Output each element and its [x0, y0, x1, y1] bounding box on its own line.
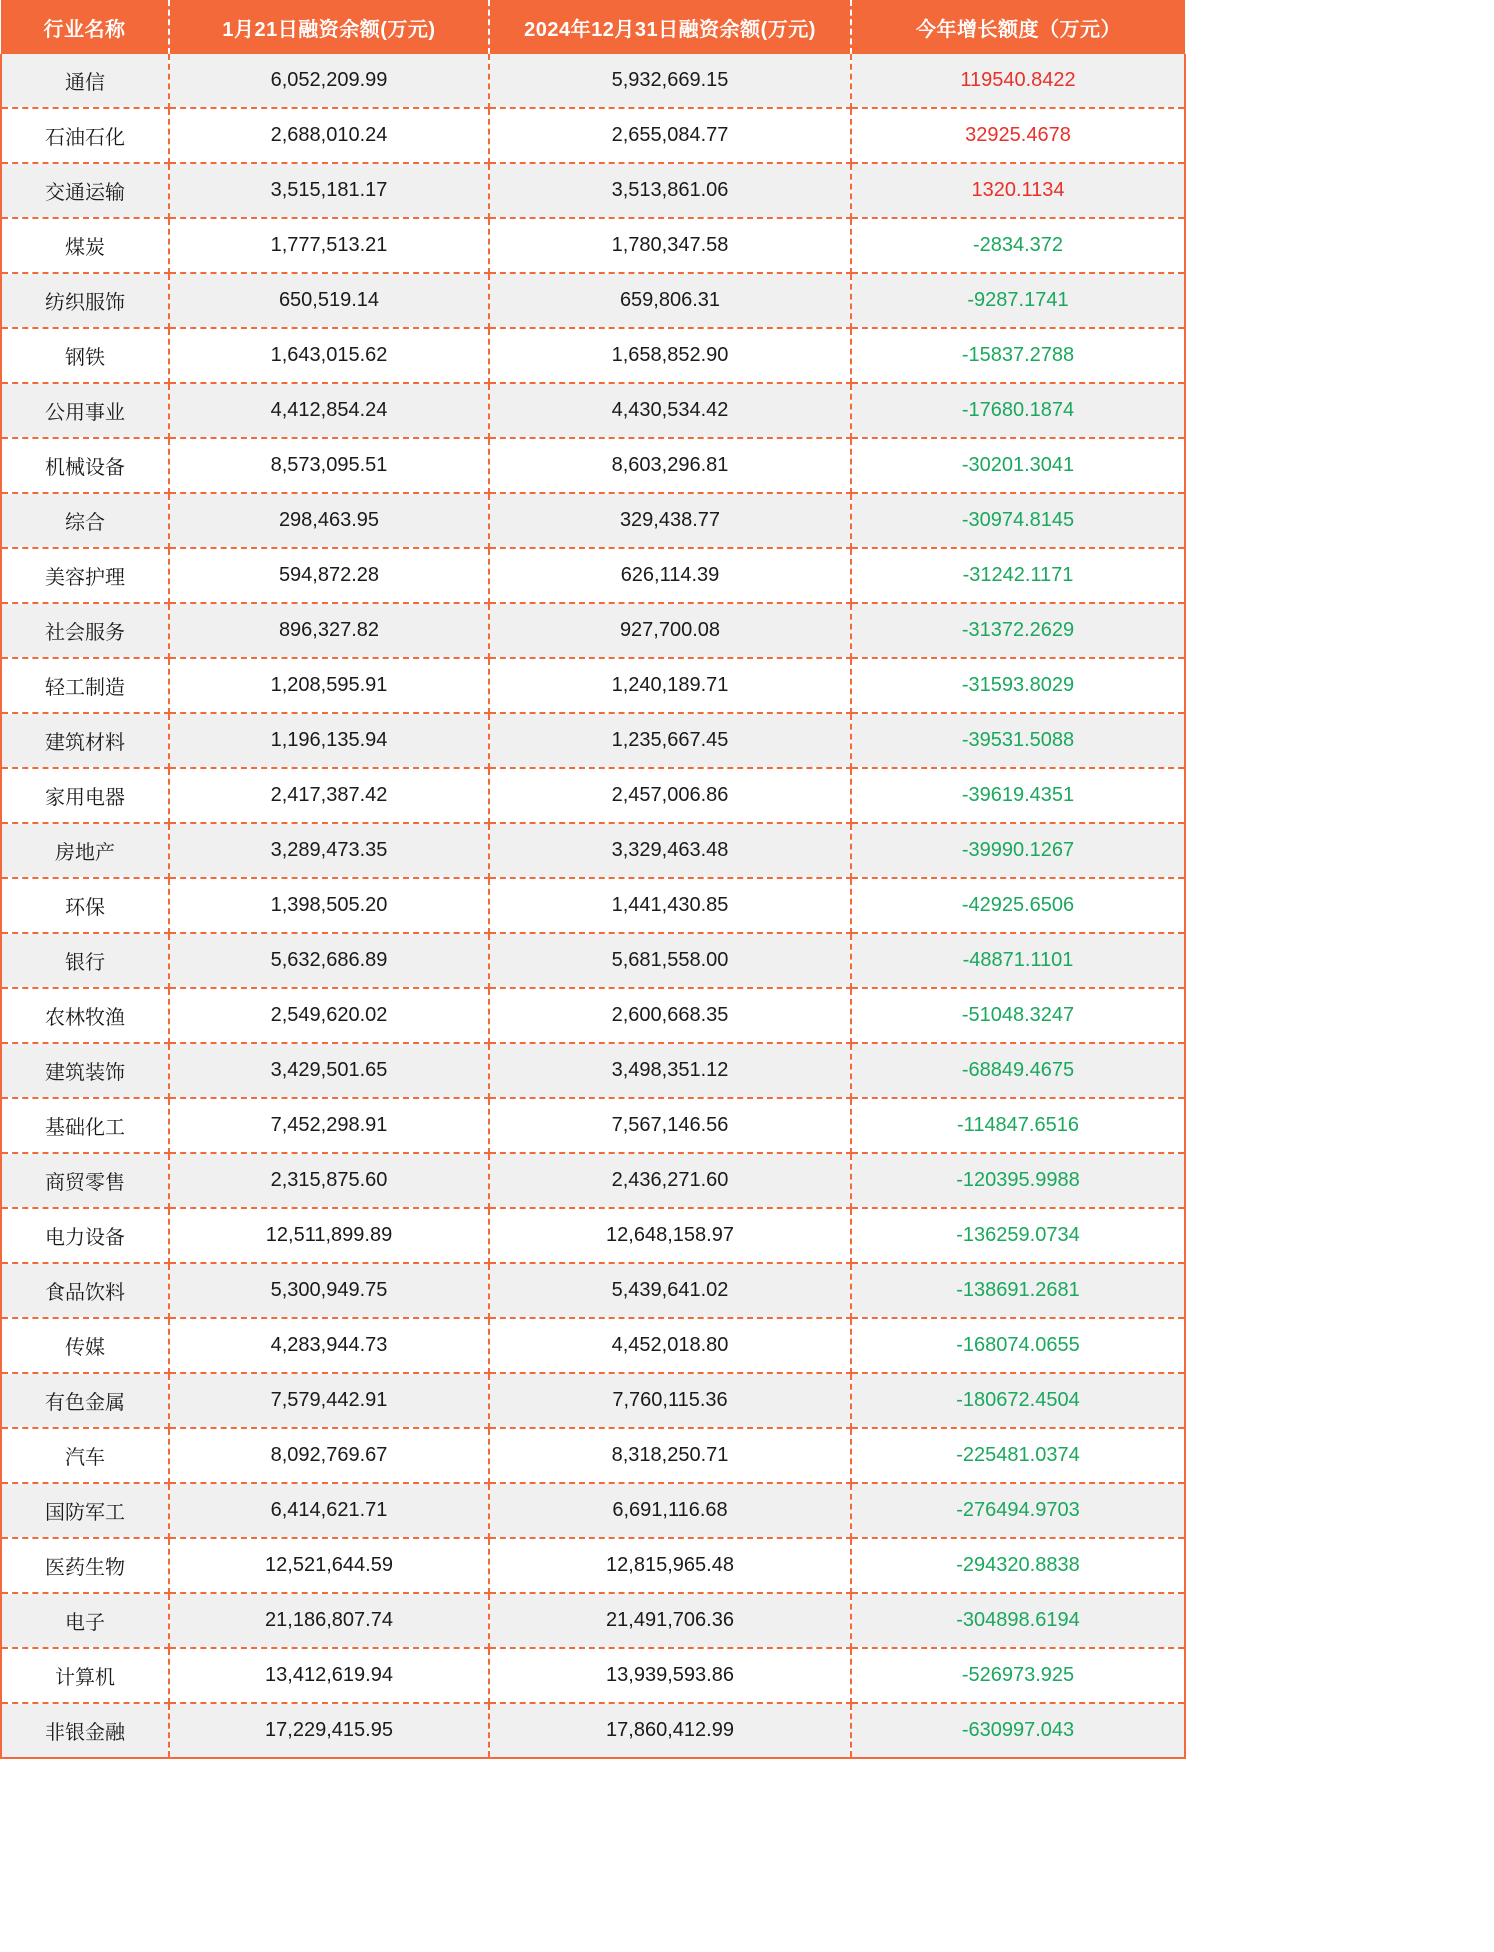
cell-growth-amount: -15837.2788	[851, 328, 1185, 383]
cell-dec31-balance: 17,860,412.99	[489, 1703, 851, 1758]
table-row	[1, 1208, 1185, 1263]
cell-industry-name: 建筑装饰	[1, 1043, 169, 1098]
cell-growth-amount: -168074.0655	[851, 1318, 1185, 1373]
cell-growth-amount: -630997.043	[851, 1703, 1185, 1758]
cell-jan21-balance: 12,521,644.59	[169, 1538, 489, 1593]
cell-industry-name: 传媒	[1, 1318, 169, 1373]
cell-industry-name: 石油石化	[1, 108, 169, 163]
cell-growth-amount: -276494.9703	[851, 1483, 1185, 1538]
cell-growth-amount: -30974.8145	[851, 493, 1185, 548]
cell-jan21-balance: 6,414,621.71	[169, 1483, 489, 1538]
cell-jan21-balance: 594,872.28	[169, 548, 489, 603]
cell-dec31-balance: 1,240,189.71	[489, 658, 851, 713]
cell-dec31-balance: 12,648,158.97	[489, 1208, 851, 1263]
cell-growth-amount: -30201.3041	[851, 438, 1185, 493]
table-row	[1, 218, 1185, 273]
cell-industry-name: 综合	[1, 493, 169, 548]
cell-dec31-balance: 659,806.31	[489, 273, 851, 328]
cell-jan21-balance: 17,229,415.95	[169, 1703, 489, 1758]
cell-growth-amount: -304898.6194	[851, 1593, 1185, 1648]
table-row	[1, 383, 1185, 438]
cell-jan21-balance: 1,196,135.94	[169, 713, 489, 768]
cell-dec31-balance: 8,318,250.71	[489, 1428, 851, 1483]
table-row	[1, 1098, 1185, 1153]
cell-jan21-balance: 8,573,095.51	[169, 438, 489, 493]
table-row	[1, 493, 1185, 548]
cell-growth-amount: -180672.4504	[851, 1373, 1185, 1428]
cell-growth-amount: -31242.1171	[851, 548, 1185, 603]
cell-industry-name: 汽车	[1, 1428, 169, 1483]
table-row	[1, 1318, 1185, 1373]
cell-dec31-balance: 8,603,296.81	[489, 438, 851, 493]
column-header-growth: 今年增长额度（万元）	[851, 0, 1185, 54]
cell-jan21-balance: 650,519.14	[169, 273, 489, 328]
cell-dec31-balance: 626,114.39	[489, 548, 851, 603]
cell-dec31-balance: 4,430,534.42	[489, 383, 851, 438]
cell-growth-amount: 1320.1134	[851, 163, 1185, 218]
cell-industry-name: 建筑材料	[1, 713, 169, 768]
cell-jan21-balance: 2,315,875.60	[169, 1153, 489, 1208]
cell-dec31-balance: 3,329,463.48	[489, 823, 851, 878]
cell-industry-name: 纺织服饰	[1, 273, 169, 328]
cell-dec31-balance: 7,760,115.36	[489, 1373, 851, 1428]
cell-jan21-balance: 13,412,619.94	[169, 1648, 489, 1703]
cell-jan21-balance: 3,289,473.35	[169, 823, 489, 878]
cell-industry-name: 农林牧渔	[1, 988, 169, 1043]
cell-growth-amount: -114847.6516	[851, 1098, 1185, 1153]
cell-jan21-balance: 896,327.82	[169, 603, 489, 658]
cell-industry-name: 电力设备	[1, 1208, 169, 1263]
table-row	[1, 1538, 1185, 1593]
table-row	[1, 1593, 1185, 1648]
cell-jan21-balance: 298,463.95	[169, 493, 489, 548]
column-header-industry: 行业名称	[1, 0, 169, 54]
table-row	[1, 328, 1185, 383]
cell-growth-amount: -2834.372	[851, 218, 1185, 273]
table-row	[1, 438, 1185, 493]
cell-jan21-balance: 3,429,501.65	[169, 1043, 489, 1098]
cell-industry-name: 家用电器	[1, 768, 169, 823]
cell-industry-name: 美容护理	[1, 548, 169, 603]
table-body	[1, 54, 1185, 1758]
cell-growth-amount: -51048.3247	[851, 988, 1185, 1043]
table-row	[1, 713, 1185, 768]
cell-industry-name: 有色金属	[1, 1373, 169, 1428]
cell-dec31-balance: 5,681,558.00	[489, 933, 851, 988]
cell-industry-name: 食品饮料	[1, 1263, 169, 1318]
cell-industry-name: 交通运输	[1, 163, 169, 218]
table-header-row	[1, 0, 1185, 54]
cell-jan21-balance: 2,549,620.02	[169, 988, 489, 1043]
cell-growth-amount: -39990.1267	[851, 823, 1185, 878]
cell-jan21-balance: 1,398,505.20	[169, 878, 489, 933]
table-row	[1, 603, 1185, 658]
cell-jan21-balance: 12,511,899.89	[169, 1208, 489, 1263]
cell-dec31-balance: 2,436,271.60	[489, 1153, 851, 1208]
cell-dec31-balance: 1,658,852.90	[489, 328, 851, 383]
table-row	[1, 548, 1185, 603]
cell-dec31-balance: 3,513,861.06	[489, 163, 851, 218]
table-row	[1, 933, 1185, 988]
cell-growth-amount: -39619.4351	[851, 768, 1185, 823]
cell-industry-name: 基础化工	[1, 1098, 169, 1153]
column-header-dec31-balance: 2024年12月31日融资余额(万元)	[489, 0, 851, 54]
cell-jan21-balance: 7,579,442.91	[169, 1373, 489, 1428]
cell-industry-name: 通信	[1, 54, 169, 108]
table-row	[1, 1648, 1185, 1703]
cell-jan21-balance: 5,632,686.89	[169, 933, 489, 988]
cell-dec31-balance: 4,452,018.80	[489, 1318, 851, 1373]
cell-dec31-balance: 1,235,667.45	[489, 713, 851, 768]
cell-growth-amount: -294320.8838	[851, 1538, 1185, 1593]
cell-industry-name: 煤炭	[1, 218, 169, 273]
cell-growth-amount: -17680.1874	[851, 383, 1185, 438]
cell-growth-amount: -68849.4675	[851, 1043, 1185, 1098]
cell-growth-amount: -120395.9988	[851, 1153, 1185, 1208]
cell-growth-amount: -138691.2681	[851, 1263, 1185, 1318]
cell-industry-name: 医药生物	[1, 1538, 169, 1593]
cell-dec31-balance: 6,691,116.68	[489, 1483, 851, 1538]
cell-jan21-balance: 6,052,209.99	[169, 54, 489, 108]
table-row	[1, 1263, 1185, 1318]
cell-industry-name: 环保	[1, 878, 169, 933]
cell-jan21-balance: 2,688,010.24	[169, 108, 489, 163]
cell-jan21-balance: 1,208,595.91	[169, 658, 489, 713]
cell-growth-amount: -136259.0734	[851, 1208, 1185, 1263]
table-row	[1, 1428, 1185, 1483]
cell-industry-name: 机械设备	[1, 438, 169, 493]
cell-dec31-balance: 5,932,669.15	[489, 54, 851, 108]
cell-dec31-balance: 5,439,641.02	[489, 1263, 851, 1318]
table-row	[1, 768, 1185, 823]
cell-dec31-balance: 7,567,146.56	[489, 1098, 851, 1153]
table-row	[1, 823, 1185, 878]
table-row	[1, 878, 1185, 933]
cell-industry-name: 房地产	[1, 823, 169, 878]
table-row	[1, 1703, 1185, 1758]
cell-dec31-balance: 2,655,084.77	[489, 108, 851, 163]
table-row	[1, 1373, 1185, 1428]
cell-industry-name: 银行	[1, 933, 169, 988]
cell-dec31-balance: 2,457,006.86	[489, 768, 851, 823]
table-row	[1, 1043, 1185, 1098]
cell-dec31-balance: 329,438.77	[489, 493, 851, 548]
cell-growth-amount: -526973.925	[851, 1648, 1185, 1703]
table-row	[1, 1153, 1185, 1208]
cell-industry-name: 计算机	[1, 1648, 169, 1703]
cell-growth-amount: -31593.8029	[851, 658, 1185, 713]
cell-jan21-balance: 5,300,949.75	[169, 1263, 489, 1318]
cell-growth-amount: 119540.8422	[851, 54, 1185, 108]
cell-industry-name: 轻工制造	[1, 658, 169, 713]
cell-industry-name: 公用事业	[1, 383, 169, 438]
cell-growth-amount: -31372.2629	[851, 603, 1185, 658]
cell-jan21-balance: 21,186,807.74	[169, 1593, 489, 1648]
cell-dec31-balance: 1,441,430.85	[489, 878, 851, 933]
cell-dec31-balance: 927,700.08	[489, 603, 851, 658]
cell-growth-amount: -42925.6506	[851, 878, 1185, 933]
table-row	[1, 1483, 1185, 1538]
cell-growth-amount: -39531.5088	[851, 713, 1185, 768]
table-header	[1, 0, 1185, 54]
cell-industry-name: 国防军工	[1, 1483, 169, 1538]
cell-jan21-balance: 1,777,513.21	[169, 218, 489, 273]
cell-jan21-balance: 2,417,387.42	[169, 768, 489, 823]
cell-industry-name: 电子	[1, 1593, 169, 1648]
table-row	[1, 163, 1185, 218]
cell-industry-name: 商贸零售	[1, 1153, 169, 1208]
cell-jan21-balance: 4,412,854.24	[169, 383, 489, 438]
cell-dec31-balance: 2,600,668.35	[489, 988, 851, 1043]
cell-jan21-balance: 7,452,298.91	[169, 1098, 489, 1153]
cell-jan21-balance: 8,092,769.67	[169, 1428, 489, 1483]
table-row	[1, 108, 1185, 163]
column-header-jan21-balance: 1月21日融资余额(万元)	[169, 0, 489, 54]
table-row	[1, 658, 1185, 713]
cell-growth-amount: -225481.0374	[851, 1428, 1185, 1483]
cell-dec31-balance: 3,498,351.12	[489, 1043, 851, 1098]
cell-industry-name: 非银金融	[1, 1703, 169, 1758]
cell-growth-amount: -9287.1741	[851, 273, 1185, 328]
cell-growth-amount: 32925.4678	[851, 108, 1185, 163]
cell-dec31-balance: 13,939,593.86	[489, 1648, 851, 1703]
table-row	[1, 54, 1185, 108]
cell-industry-name: 社会服务	[1, 603, 169, 658]
cell-jan21-balance: 1,643,015.62	[169, 328, 489, 383]
cell-jan21-balance: 3,515,181.17	[169, 163, 489, 218]
cell-growth-amount: -48871.1101	[851, 933, 1185, 988]
cell-industry-name: 钢铁	[1, 328, 169, 383]
cell-dec31-balance: 12,815,965.48	[489, 1538, 851, 1593]
cell-jan21-balance: 4,283,944.73	[169, 1318, 489, 1373]
cell-dec31-balance: 1,780,347.58	[489, 218, 851, 273]
cell-dec31-balance: 21,491,706.36	[489, 1593, 851, 1648]
table-row	[1, 988, 1185, 1043]
table-row	[1, 273, 1185, 328]
